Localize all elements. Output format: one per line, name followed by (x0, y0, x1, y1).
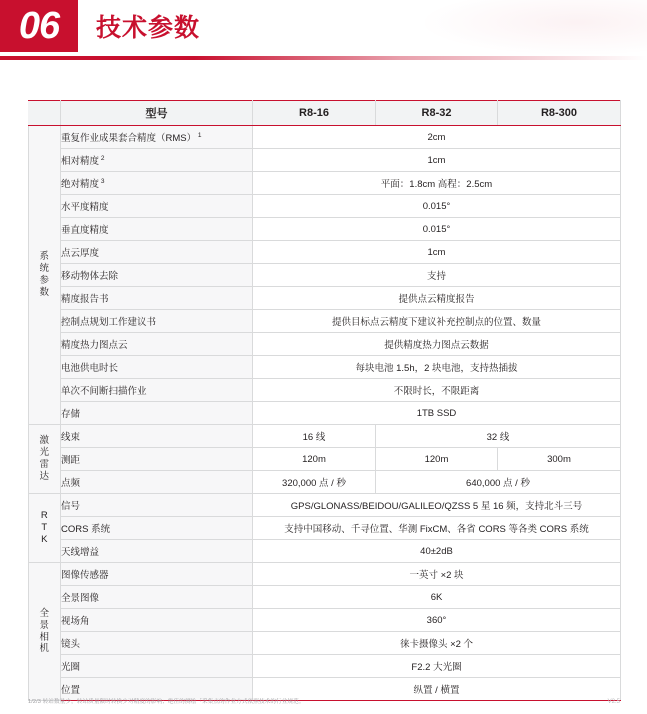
table-cell-value: 40±2dB (253, 540, 621, 563)
table-cell-value: 0.015° (253, 195, 621, 218)
table-cell-value: 支持 (253, 264, 621, 287)
table-row (29, 356, 621, 379)
table-row-label: 点频 (61, 471, 253, 494)
table-row-label: 水平度精度 (61, 195, 253, 218)
table-cell-value: 16 线 (253, 425, 376, 448)
table-cell-value: 徕卡摄像头 ×2 个 (253, 632, 621, 655)
version-label: V2.5 (607, 699, 620, 705)
table-cell-value: 平面：1.8cm 高程：2.5cm (253, 172, 621, 195)
table-cell-value: 0.015° (253, 218, 621, 241)
table-cell-value: 32 线 (376, 425, 621, 448)
table-group-label: R T K (29, 494, 61, 563)
page-header (0, 0, 647, 60)
table-row (29, 494, 621, 517)
table-cell-value: 300m (498, 448, 621, 471)
table-cell-value: 640,000 点 / 秒 (376, 471, 621, 494)
table-row-label: 点云厚度 (61, 241, 253, 264)
table-row (29, 172, 621, 195)
header-divider (0, 56, 647, 60)
table-row (29, 218, 621, 241)
table-row-label: 线束 (61, 425, 253, 448)
table-cell-value: 120m (253, 448, 376, 471)
table-header-model: 型号 (61, 101, 253, 126)
table-row-label: 光圈 (61, 655, 253, 678)
section-number-badge: 06 (0, 0, 78, 52)
table-row (29, 195, 621, 218)
spec-table (28, 100, 621, 701)
table-cell-value: 提供精度热力图点云数据 (253, 333, 621, 356)
table-cell-value: 纵置 / 横置 (253, 678, 621, 701)
table-row-label: 图像传感器 (61, 563, 253, 586)
table-row (29, 264, 621, 287)
table-row (29, 126, 621, 149)
table-row (29, 333, 621, 356)
table-header-variant: R8-16 (253, 101, 376, 126)
table-cell-value: 1cm (253, 241, 621, 264)
table-row (29, 241, 621, 264)
table-row (29, 149, 621, 172)
table-cell-value: 提供点云精度报告 (253, 287, 621, 310)
page-title: 技术参数 (96, 14, 201, 42)
table-row (29, 287, 621, 310)
table-cell-value: 360° (253, 609, 621, 632)
table-row-label: 位置 (61, 678, 253, 701)
table-row-label: 存储 (61, 402, 253, 425)
table-row (29, 310, 621, 333)
table-row-label: 重复作业成果套合精度（RMS） $^1$ (61, 126, 253, 149)
table-row-label: 全景图像 (61, 586, 253, 609)
table-row (29, 448, 621, 471)
table-row (29, 586, 621, 609)
table-row-label: 信号 (61, 494, 253, 517)
table-row-label: 精度热力图点云 (61, 333, 253, 356)
table-row (29, 471, 621, 494)
table-cell-value: 一英寸 ×2 块 (253, 563, 621, 586)
table-row-label: 垂直度精度 (61, 218, 253, 241)
table-cell-value: GPS/GLONASS/BEIDOU/GALILEO/QZSS 5 星 16 频，支持北斗三号 (253, 494, 621, 517)
footnote-text: 1/2/3 转站数量少，转站质量限时转换少对精度的影响；绝佳的测绘「采集点的作业方式依照技术的行业规范。 (28, 698, 305, 705)
table-row-label: 控制点规划工作建议书 (61, 310, 253, 333)
table-group-label: 激 光 雷 达 (29, 425, 61, 494)
table-cell-value: 1cm (253, 149, 621, 172)
table-row (29, 540, 621, 563)
table-cell-value: 不限时长，不限距离 (253, 379, 621, 402)
table-row-label: 相对精度 $^2$ (61, 149, 253, 172)
table-cell-value: 每块电池 1.5h，2 块电池，支持热插拔 (253, 356, 621, 379)
table-row-label: 精度报告书 (61, 287, 253, 310)
table-row-label: 镜头 (61, 632, 253, 655)
table-row (29, 517, 621, 540)
table-header-variant: R8-32 (376, 101, 498, 126)
spec-table-container (28, 100, 620, 701)
table-group-label: 全 景 相 机 (29, 563, 61, 701)
table-row (29, 563, 621, 586)
table-row (29, 655, 621, 678)
table-cell-value: 支持中国移动、千寻位置、华测 FixCM、各省 CORS 等各类 CORS 系统 (253, 517, 621, 540)
table-cell-value: 提供目标点云精度下建议补充控制点的位置、数量 (253, 310, 621, 333)
table-row-label: CORS 系统 (61, 517, 253, 540)
table-cell-value: 120m (376, 448, 498, 471)
table-row (29, 609, 621, 632)
table-row (29, 379, 621, 402)
table-row-label: 绝对精度 $^3$ (61, 172, 253, 195)
table-cell-value: F2.2 大光圈 (253, 655, 621, 678)
table-row (29, 425, 621, 448)
table-row-label: 视场角 (61, 609, 253, 632)
table-row-label: 单次不间断扫描作业 (61, 379, 253, 402)
table-cell-value: 6K (253, 586, 621, 609)
table-row (29, 632, 621, 655)
table-header-variant: R8-300 (498, 101, 621, 126)
table-cell-value: 2cm (253, 126, 621, 149)
table-row-label: 移动物体去除 (61, 264, 253, 287)
table-cell-value: 1TB SSD (253, 402, 621, 425)
table-row-label: 电池供电时长 (61, 356, 253, 379)
table-row-label: 天线增益 (61, 540, 253, 563)
table-header-corner (29, 101, 61, 126)
table-row (29, 402, 621, 425)
table-row-label: 测距 (61, 448, 253, 471)
table-cell-value: 320,000 点 / 秒 (253, 471, 376, 494)
table-header-row (29, 101, 621, 126)
header-texture (417, 0, 647, 56)
table-group-label: 系 统 参 数 (29, 126, 61, 425)
